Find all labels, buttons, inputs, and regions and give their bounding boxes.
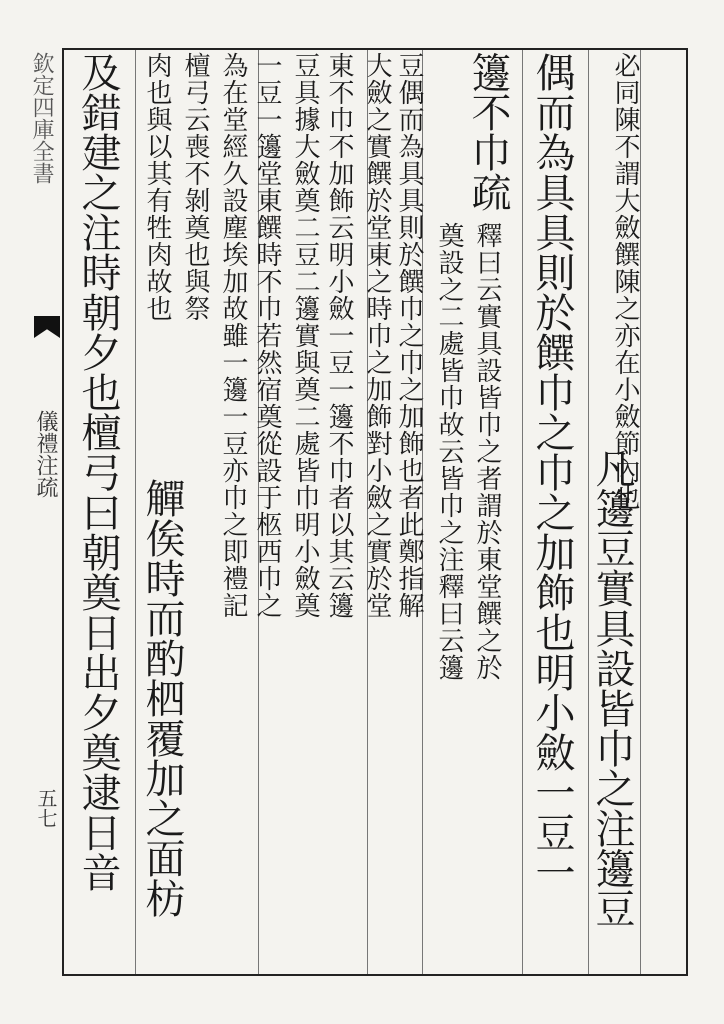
top-edge-title: 欽定四庫全書	[29, 52, 55, 184]
column-rule	[135, 50, 136, 974]
book-title: 儀禮注疏	[33, 410, 58, 498]
text-column: 東不巾不加飾云明小斂一豆一籩不巾者以其云籩	[324, 52, 354, 619]
text-column: 必同陳不謂大斂饌陳之亦在小斂節內也	[610, 52, 640, 511]
text-column: 奠設之二處皆巾故云皆巾之注釋曰云籩	[434, 222, 464, 681]
text-column: 豆具據大斂奠二豆二籩實與奠二處皆巾明小斂奠	[290, 52, 320, 619]
text-column: 釋曰云實具設皆巾之者謂於東堂饌之於	[472, 222, 502, 681]
text-column: 大斂之實饌於堂東之時巾之加飾對小斂之實於堂	[362, 52, 392, 619]
text-column: 籩不巾疏	[465, 52, 511, 212]
text-column: 觶俟時而酌柶覆加之面枋	[139, 478, 185, 918]
text-column: 凡籩豆實具設皆巾之注籩豆	[589, 448, 635, 928]
column-rule	[522, 50, 523, 974]
text-column: 為在堂經久設塵埃加故雖一籩一豆亦巾之即禮記	[218, 52, 248, 619]
page-number: 五七	[34, 788, 58, 828]
column-rule	[640, 50, 641, 974]
fish-tail-mark-icon	[34, 316, 60, 338]
text-column: 豆偶而為具具則於饌巾之巾之加飾也者此鄭指解	[394, 52, 424, 619]
text-column: 檀弓云喪不剝奠也與祭	[180, 52, 210, 322]
text-column: 及錯建之注時朝夕也檀弓曰朝奠日出夕奠逮日音	[75, 52, 121, 892]
text-column: 偶而為具具則於饌巾之巾之加飾也明小斂一豆一	[529, 52, 575, 892]
text-column: 一豆一籩堂東饌時不巾若然宿奠從設于柩西巾之	[252, 52, 282, 619]
text-column: 肉也與以其有牲肉故也	[142, 52, 172, 322]
